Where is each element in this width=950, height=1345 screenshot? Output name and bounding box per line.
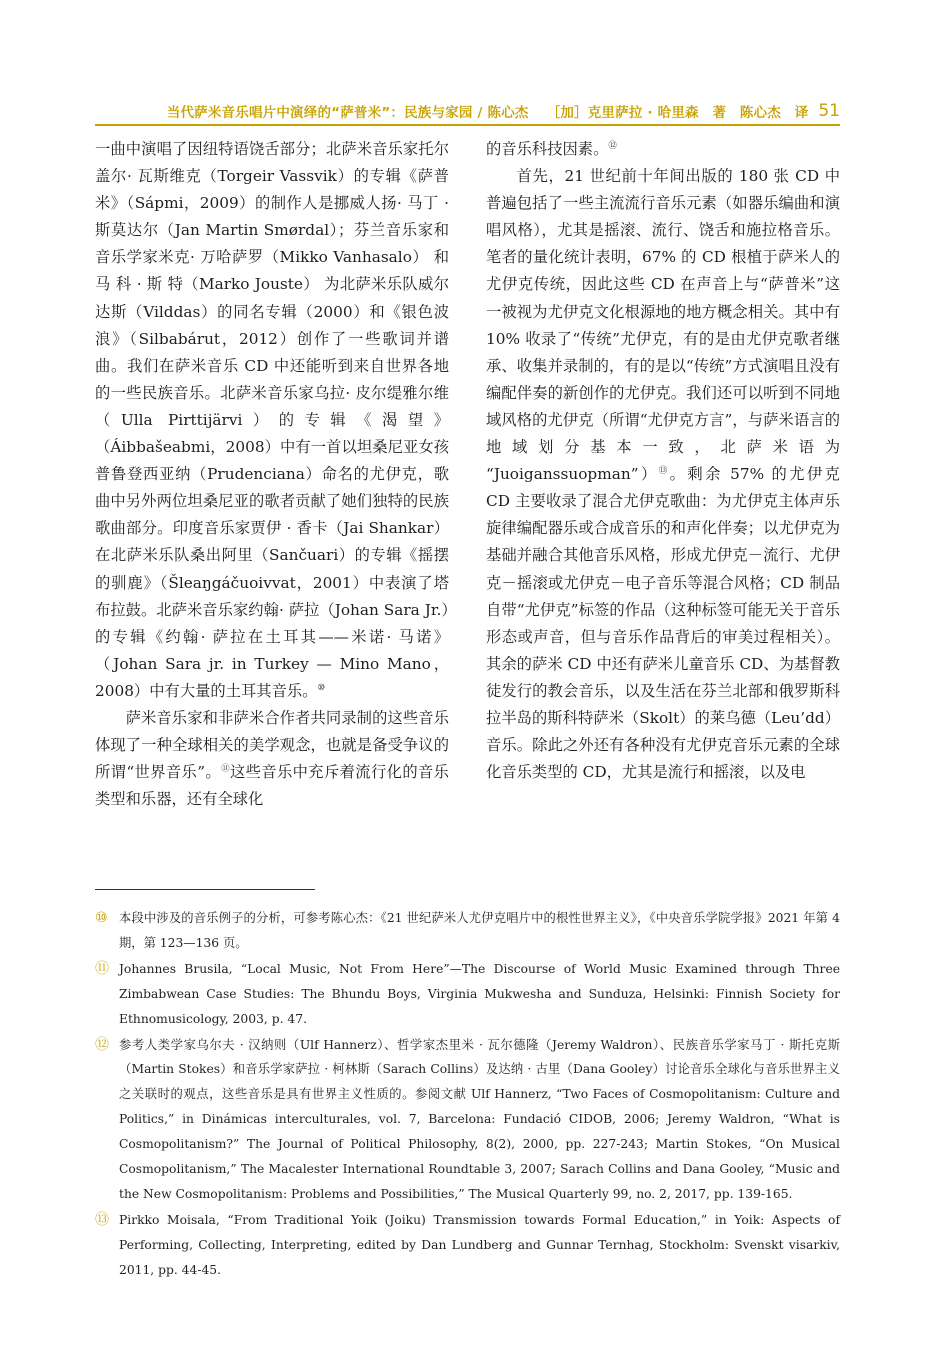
footnote-item xyxy=(95,906,840,956)
footnote-text: Johannes Brusila, “Local Music, Not From Here”—The Discourse of World Music Examined through Three Zimbabwean Case Studies: The Bhundu Boys, Virginia Mukwesha and Sunduza, Helsinki: Finnish Society for Ethnomusicology, 2003, p. 47. xyxy=(119,961,840,1026)
paragraph xyxy=(486,163,840,786)
page-number: 51 xyxy=(818,101,840,121)
footnote-ref[interactable]: ⑪ xyxy=(221,764,230,775)
paragraph-text: 首先，21 世纪前十年间出版的 180 张 CD 中普遍包括了一些主流流行音乐元素（如器乐编曲和演唱风格），尤其是摇滚、流行、饶舌和施拉格音乐。笔者的量化统计表明，67% 的 CD 根植于萨米人的尤伊克传统，因此这些 CD 在声音上与“萨普米”这一被视为尤伊克文化根源地的地方概念相关。其中有 10% 收录了“传统”尤伊克，有的是由尤伊克歌者继承、收集并录制的，有的是以“传统”方式演唱且没有编配伴奏的新创作的尤伊克。我们还可以听到不同地域风格的尤伊克（所谓“尤伊克方言”，与萨米语言的地域划分基本一致，北萨米语为 “Juoiganssuopman”） xyxy=(486,167,840,484)
header-article-title: 当代萨米音乐唱片中演绎的“萨普米”：民族与家园 / 陈心杰 xyxy=(166,105,529,121)
footnote-text: 本段中涉及的音乐例子的分析，可参考陈心杰：《21 世纪萨米人尤伊克唱片中的根性世界主义》，《中央音乐学院学报》2021 年第 4 期，第 123—136 页。 xyxy=(119,911,840,950)
paragraph-text: 的音乐科技因素。 xyxy=(486,140,609,158)
footnote-marker: ⑩ xyxy=(95,910,108,926)
paragraph-text: 萨米音乐家和非萨米合作者共同录制的这些音乐体现了一种全球相关的美学观念，也就是备受争议的所谓“世界音乐”。 xyxy=(95,708,449,782)
footnote-divider xyxy=(95,889,315,890)
left-column xyxy=(95,136,449,813)
footnote-item xyxy=(95,1033,840,1207)
paragraph xyxy=(95,705,449,813)
paragraph-text: 这些音乐中充斥着流行化的音乐类型和乐器，还有全球化 xyxy=(95,763,449,809)
footnote-item xyxy=(95,1208,840,1283)
running-header xyxy=(95,98,840,126)
footnote-ref[interactable]: ⑩ xyxy=(317,682,326,693)
footnote-ref[interactable]: ⑬ xyxy=(658,466,670,477)
paragraph-text: 一曲中演唱了因纽特语饶舌部分；北萨米音乐家托尔盖尔· 瓦斯维克（Torgeir Vassvik）的专辑《萨普米》（Sápmi，2009）的制作人是挪威人扬· 马丁 · 斯莫达尔（Jan Martin Smørdal）；芬兰音乐家和音乐学家米克· 万哈萨罗（Mikko Vanhasalo） 和 马 科 · 斯 特（Marko Jouste） 为北萨米乐队威尔达斯（Vilddas）的同名专辑（2000）和《银色波浪》（Silbabárut，2012）创作了一些歌词并谱曲。我们在萨米音乐 CD 中还能听到来自世界各地的一些民族音乐。北萨米音乐家乌拉· 皮尔缇雅尔维（Ulla Pirttijärvi）的专辑《渴望》（Áibbašeabmi，2008）中有一首以坦桑尼亚女孩普鲁登西亚纳（Prudenciana）命名的尤伊克，歌曲中另外两位坦桑尼亚的歌者贡献了她们独特的民族歌曲部分。印度音乐家贾伊 · 香卡（Jai Shankar）在北萨米乐队桑出阿里（Sančuari）的专辑《摇摆的驯鹿》（Šleaŋgáčuoivvat，2001）中表演了塔布拉鼓。北萨米音乐家约翰· 萨拉（Johan Sara Jr.）的专辑《约翰· 萨拉在土耳其——米诺· 马诺》（Johan Sara jr. in Turkey — Mino Mano，2008）中有大量的土耳其音乐。 xyxy=(95,140,449,700)
footnote-ref[interactable]: ⑫ xyxy=(608,141,617,151)
paragraph xyxy=(95,136,449,705)
footnote-marker: ⑬ xyxy=(95,1211,109,1228)
paragraph xyxy=(486,136,840,163)
footnote-text: Pirkko Moisala, “From Traditional Yoik (Joiku) Transmission towards Formal Education,” in Yoik: Aspects of Performing, Collecting, Interpreting, edited by Dan Lundberg and Gunnar Ternhag, Stockholm: Svenskt visarkiv, 2011, pp. 44-45. xyxy=(119,1212,840,1277)
footnotes xyxy=(95,906,840,1284)
footnote-text: 参考人类学家乌尔夫 · 汉纳则（Ulf Hannerz）、哲学家杰里米 · 瓦尔德隆（Jeremy Waldron）、民族音乐学家马丁 · 斯托克斯（Martin Stokes）和音乐学家萨拉 · 柯林斯（Sarach Collins）及达纳 · 古里（Dana Gooley）讨论音乐全球化与音乐世界主义之关联时的观点，这些音乐是具有世界主义性质的。参阅文献 Ulf Hannerz, “Two Faces of Cosmopolitanism: Culture and Politics,” in Dinámicas interculturales, vol. 7, Barcelona: Fundació CIDOB, 2006; Jeremy Waldron, “What is Cosmopolitanism?” The Journal of Political Philosophy, 8(2), 2000, pp. 227-243; Martin Stokes, “On Musical Cosmopolitanism,” The Macalester International Roundtable 3, 2007; Sarach Collins and Dana Gooley, “Music and the New Cosmopolitanism: Problems and Possibilities,” The Musical Quarterly 99, no. 2, 2017, pp. 139-165. xyxy=(119,1037,840,1201)
paragraph-text: 。剩余 57% 的尤伊克 CD 主要收录了混合尤伊克歌曲：为尤伊克主体声乐旋律编配器乐或合成音乐的和声化伴奏；以尤伊克为基础并融合其他音乐风格，形成尤伊克－流行、尤伊克－摇滚或尤伊克－电子音乐等混合风格；CD 制品自带“尤伊克”标签的作品（这种标签可能无关于音乐形态或声音，但与音乐作品背后的审美过程相关）。其余的萨米 CD 中还有萨米儿童音乐 CD、为基督教徒发行的教会音乐，以及生活在芬兰北部和俄罗斯科拉半岛的斯科特萨米（Skolt）的莱乌德（Leu’dd）音乐。除此之外还有各种没有尤伊克音乐元素的全球化音乐类型的 CD，尤其是流行和摇滚，以及电 xyxy=(486,465,840,782)
footnote-marker: ⑪ xyxy=(95,960,109,977)
footnote-marker: ⑫ xyxy=(95,1036,109,1053)
header-authors: ［加］克里萨拉 · 哈里森 著 陈心杰 译 xyxy=(546,105,809,121)
footnote-item xyxy=(95,957,840,1032)
right-column xyxy=(486,136,840,786)
